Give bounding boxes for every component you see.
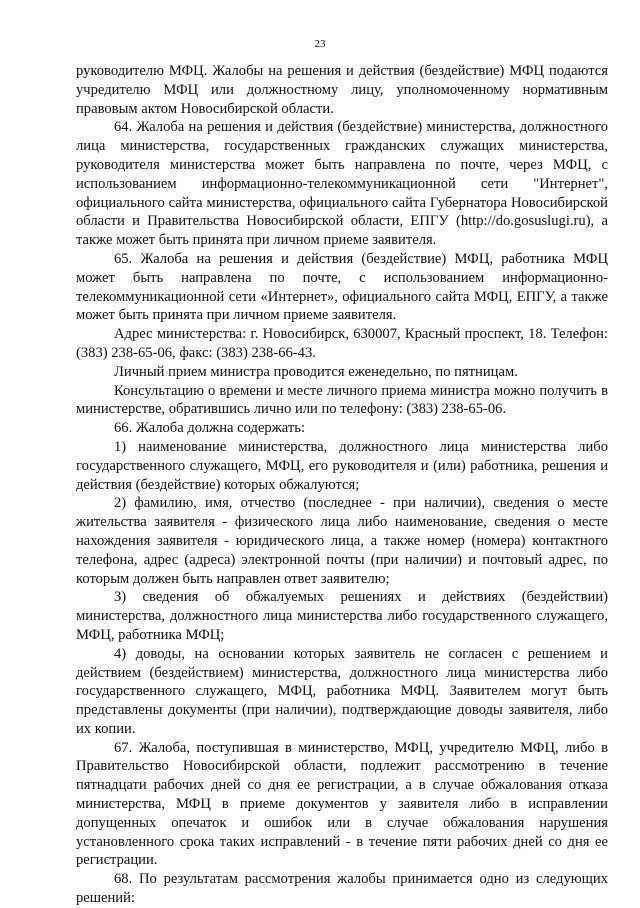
- paragraph-reception-schedule: Личный прием министра проводится еженедельно, по пятницам.: [114, 363, 518, 380]
- list-item-1: 1) наименование министерства, должностного лица министерства либо государственного служащего, МФЦ, его руководителя и (или) работника, решения и действия (бездействие) которых обжалуются;: [76, 438, 608, 493]
- paragraph-consultation: Консультацию о времени и месте личного приема министра можно получить в министерстве, обратившись лично или по телефону: (383) 238-65-06.: [76, 382, 608, 418]
- list-item-2: 2) фамилию, имя, отчество (последнее - при наличии), сведения о месте жительства заявителя - физического лица либо наименование, сведения о месте нахождения заявителя - юридического лица, а также номер (номера) контактного телефона, адрес (адреса) электронной почты (при наличии) и почтовый адрес, по которым должен быть направлен ответ заявителю;: [76, 495, 608, 587]
- paragraph-64: 64. Жалоба на решения и действия (бездействие) министерства, должностного лица министерства, государственных гражданских служащих министерства, руководителя министерства может быть направлена по почте, через МФЦ, с использованием информационно-телекоммуникационной сети "Интернет", официального сайта министерства, официального сайта Губернатора Новосибирской области и Правительства Новосибирской области, ЕПГУ (http://do.gosuslugi.ru), а также может быть принята при личном приеме заявителя.: [76, 119, 608, 249]
- paragraph-68: 68. По результатам рассмотрения жалобы принимается одно из следующих решений:: [76, 871, 608, 907]
- page-number: 23: [314, 38, 326, 50]
- list-item-4: 4) доводы, на основании которых заявитель не согласен с решением и действием (бездействием) министерства, должностного лица министерства либо государственного служащего, МФЦ, работника МФЦ. Заявителем могут быть представлены документы (при наличии), подтверждающие доводы заявителя, либо их копии.: [76, 645, 608, 737]
- paragraph-continuation: руководителю МФЦ. Жалобы на решения и действия (бездействие) МФЦ подаются учредителю МФЦ или должностному лицу, уполномоченному нормативным правовым актом Новосибирской области.: [76, 63, 608, 117]
- paragraph-ministry-address: Адрес министерства: г. Новосибирск, 630007, Красный проспект, 18. Телефон: (383) 238-65-06, факс: (383) 238-66-43.: [76, 326, 608, 361]
- paragraph-66: 66. Жалоба должна содержать:: [114, 420, 305, 437]
- document-body: [76, 62, 608, 908]
- list-item-3: 3) сведения об обжалуемых решениях и действиях (бездействии) министерства, должностного лица министерства либо государственного служащего, МФЦ, работника МФЦ;: [76, 589, 608, 643]
- paragraph-67: 67. Жалоба, поступившая в министерство, МФЦ, учредителю МФЦ, либо в Правительство Новосибирской области, подлежит рассмотрению в течение пятнадцати рабочих дней со дня ее регистрации, а в случае обжалования отказа министерства, МФЦ в приеме документов у заявителя либо в исправлении допущенных опечаток и ошибок или в случае обжалования нарушения установленного срока таких исправлений - в течение пяти рабочих дней со дня ее регистрации.: [76, 739, 608, 869]
- paragraph-65: 65. Жалоба на решения и действия (бездействие) МФЦ, работника МФЦ может быть направлена по почте, с использованием информационно-телекоммуникационной сети «Интернет», официального сайта МФЦ, ЕПГУ, а также может быть принята при личном приеме заявителя.: [76, 250, 608, 324]
